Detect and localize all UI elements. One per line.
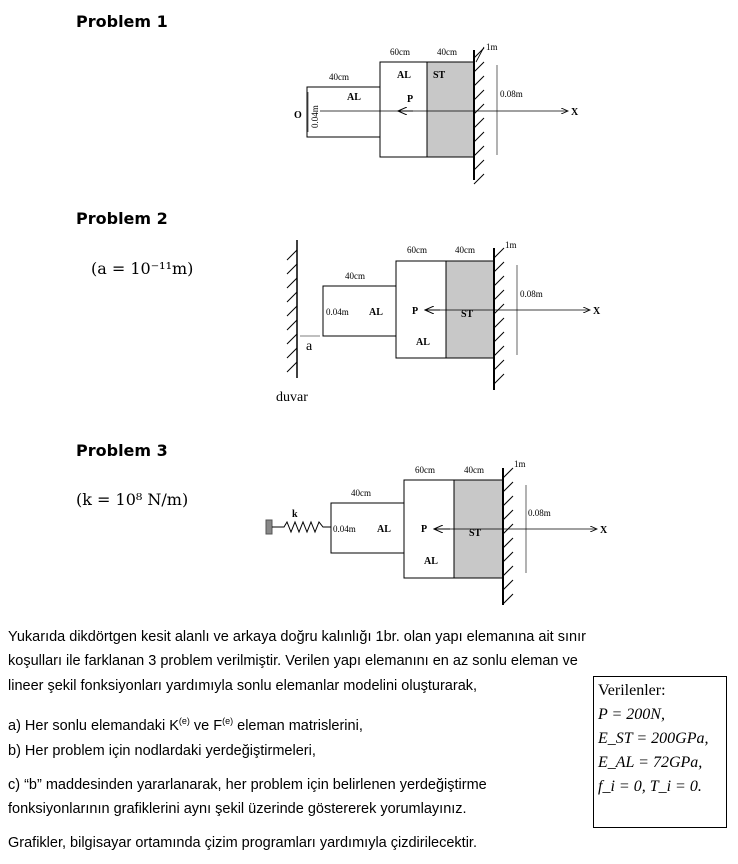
problem1-title: Problem 1 (76, 12, 168, 31)
given-title: Verilenler: (598, 682, 666, 699)
problem1-diagram (294, 42, 579, 184)
p3-al2: AL (424, 556, 438, 567)
item-a (8, 712, 363, 735)
p1-len-al1: 40cm (329, 72, 349, 82)
p3-al1: AL (377, 524, 391, 535)
p2-al2: AL (416, 337, 430, 348)
p2-wall-label: duvar (276, 390, 308, 405)
problem3-param: (k = 10⁸ N/m) (76, 490, 189, 509)
problem3-diagram (266, 459, 608, 605)
p2-axis: X (593, 306, 601, 317)
p3-st: ST (469, 528, 482, 539)
given-values-box (593, 676, 727, 828)
final-note: Grafikler, bilgisayar ortamında çizim programları yardımıyla çizdirilecektir. (8, 835, 477, 851)
p3-len-al1: 40cm (351, 488, 371, 498)
p2-p: P (412, 306, 419, 317)
item-c-line-2: fonksiyonlarının grafiklerini aynı şekil üzerinde göstererek yorumlayınız. (8, 801, 467, 817)
item-b: b) Her problem için nodlardaki yerdeğiştirmeleri, (8, 743, 316, 759)
p1-al2: AL (397, 70, 411, 81)
item-a-pre: a) Her sonlu elemandaki K (8, 717, 179, 734)
p2-len-al1: 40cm (345, 271, 365, 281)
text-line-3: lineer şekil fonksiyonları yardımıyla sonlu elemanlar modelini oluşturarak, (8, 678, 478, 694)
item-a-post: eleman matrislerini, (233, 717, 363, 734)
p3-p: P (421, 524, 428, 535)
p3-spring (272, 522, 331, 532)
p2-gap: 1m (505, 240, 517, 250)
p3-spring-support (266, 520, 272, 534)
p1-gap: 1m (486, 42, 498, 52)
p3-h-big: 0.08m (528, 508, 551, 518)
item-c-line-1: c) “b” maddesinden yararlanarak, her problem için belirlenen yerdeğiştirme (8, 777, 487, 793)
p3-gap: 1m (514, 459, 526, 469)
item-a-sup1: (e) (178, 716, 190, 726)
p1-len-al2: 60cm (390, 47, 410, 57)
p2-al1: AL (369, 307, 383, 318)
problem2-diagram (276, 240, 601, 405)
p3-h-small: 0.04m (333, 524, 356, 534)
p2-len-st: 40cm (455, 245, 475, 255)
p1-origin: O (294, 110, 302, 121)
problem3-title: Problem 3 (76, 441, 168, 460)
p2-h-big: 0.08m (520, 289, 543, 299)
p1-axis: X (571, 107, 579, 118)
given-est: E_ST = 200GPa, (598, 730, 709, 747)
given-fi: f_i = 0, T_i = 0. (598, 778, 702, 795)
p1-h-big: 0.08m (500, 89, 523, 99)
p3-len-st: 40cm (464, 465, 484, 475)
given-p: P = 200N, (598, 706, 665, 723)
p3-axis: X (600, 525, 608, 536)
p1-st: ST (433, 70, 446, 81)
text-line-1: Yukarıda dikdörtgen kesit alanlı ve arkaya doğru kalınlığı 1br. olan yapı elemanına ait sınır (8, 629, 586, 645)
problem2-title: Problem 2 (76, 209, 168, 228)
p3-k: k (292, 509, 298, 520)
text-line-2: koşulları ile farklanan 3 problem verilmiştir. Verilen yapı elemanını en az sonlu eleman ve (8, 653, 578, 669)
p1-len-st: 40cm (437, 47, 457, 57)
item-a-mid: ve F (189, 717, 223, 734)
item-a-sup2: (e) (222, 716, 234, 726)
p2-h-small: 0.04m (326, 307, 349, 317)
p1-al1: AL (347, 92, 361, 103)
p1-h-small: 0.04m (310, 105, 320, 128)
p2-len-al2: 60cm (407, 245, 427, 255)
p2-a: a (306, 339, 313, 354)
p2-st: ST (461, 309, 474, 320)
problem2-param: (a = 10⁻¹¹m) (91, 259, 194, 278)
p3-len-al2: 60cm (415, 465, 435, 475)
given-eal: E_AL = 72GPa, (598, 754, 703, 771)
p1-p: P (407, 94, 414, 105)
